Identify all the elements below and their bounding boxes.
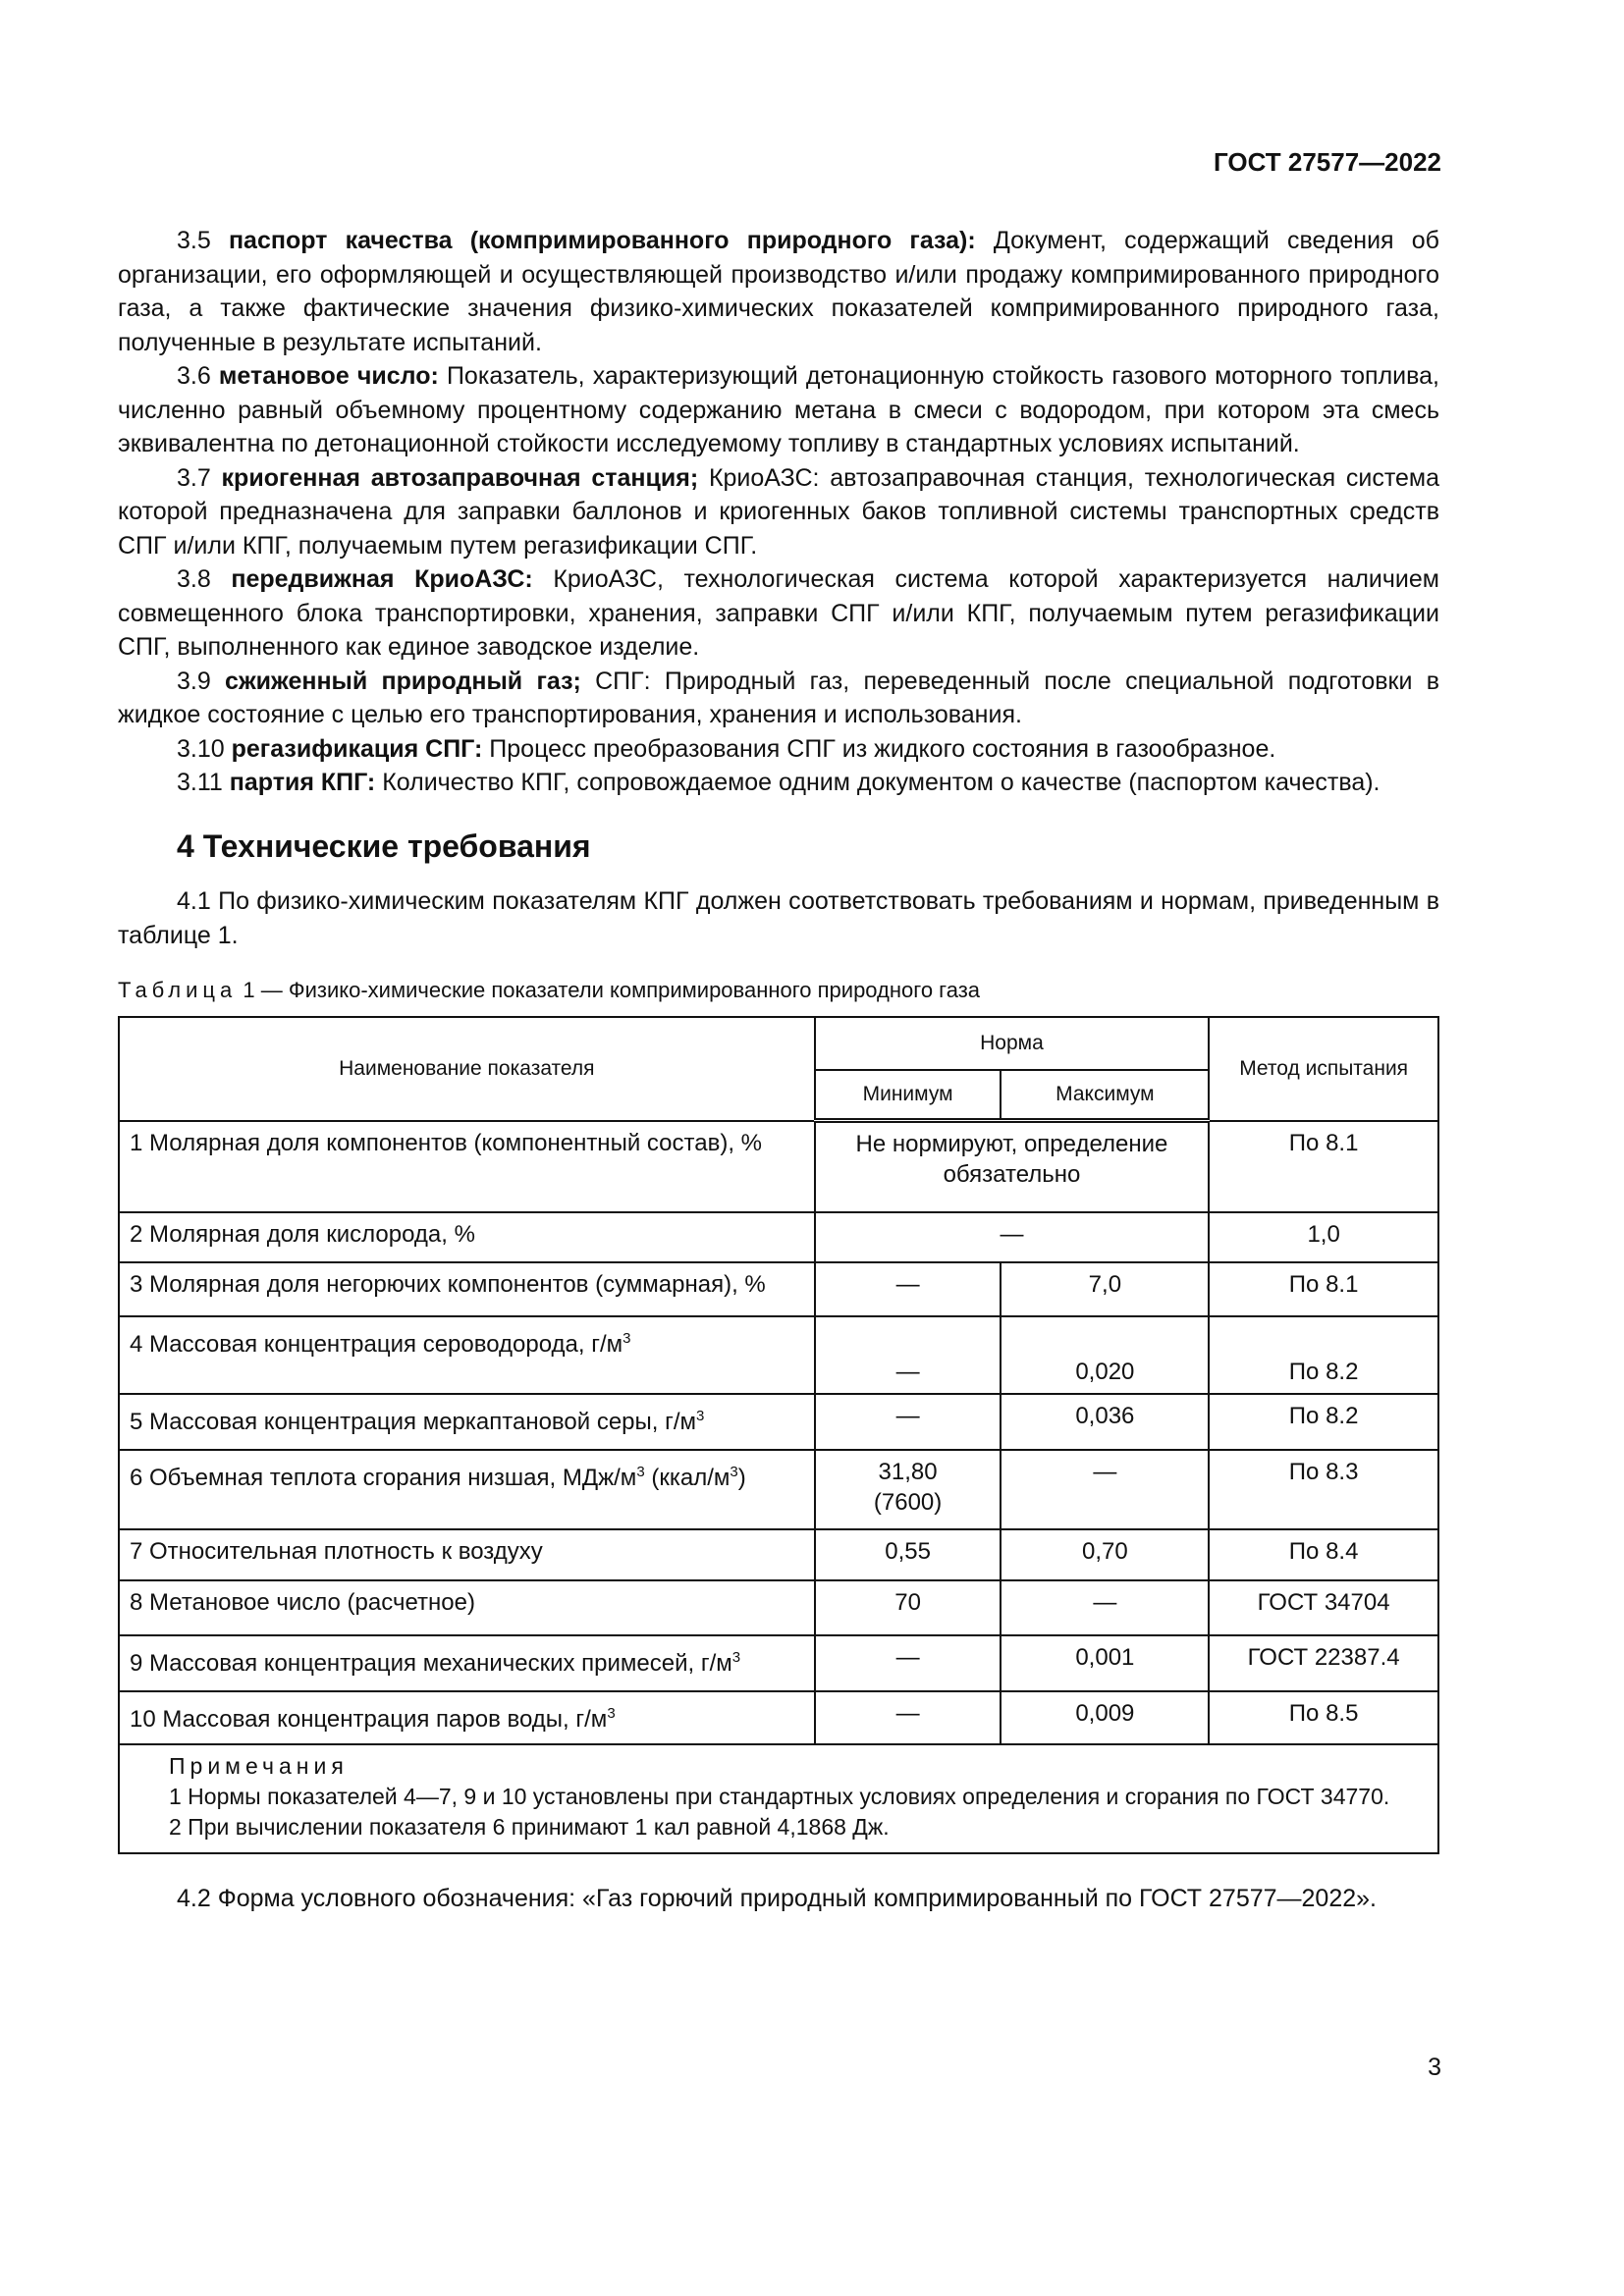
definition-text: СПГ: Природный газ, переведенный после специальной подготовки в жидкое состояние с целью его транспортирования, хранения и использования.: [118, 667, 1439, 728]
section-title: 4 Технические требования: [177, 828, 591, 864]
row-name: [119, 1529, 815, 1580]
superscript: 3: [730, 1463, 738, 1480]
row-max-text: —: [1093, 1458, 1117, 1485]
properties-table: [118, 1016, 1439, 1854]
definition-term: передвижная КриоАЗС:: [231, 565, 533, 593]
header-name: Наименование показателя: [119, 1017, 815, 1121]
row-name: [119, 1316, 815, 1394]
row-name: [119, 1262, 815, 1316]
table-row: [119, 1691, 1438, 1744]
paragraph-4-2: 4.2 Форма условного обозначения: «Газ горючий природный компримированный по ГОСТ 27577—2022».: [177, 1884, 1377, 1912]
row-min: [815, 1316, 1001, 1394]
table-row: [119, 1529, 1438, 1580]
definition-term: регазификация СПГ:: [231, 734, 483, 763]
definition-term: партия КПГ:: [229, 769, 376, 796]
row-method-text: По 8.3: [1288, 1458, 1359, 1485]
row-method-text: ГОСТ 22387.4: [1247, 1643, 1400, 1671]
table-row: [119, 1635, 1438, 1691]
row-norm-text: Не нормируют, определение обязательно: [855, 1131, 1168, 1188]
definition-number: 3.8: [177, 565, 211, 593]
row-method-text: По 8.1: [1288, 1270, 1359, 1298]
row-min-text: —: [895, 1643, 920, 1671]
row-max: [1001, 1691, 1209, 1744]
definition-term: паспорт качества (компримированного природного газа):: [228, 227, 976, 254]
definition-term: метановое число:: [218, 362, 439, 390]
row-name: [119, 1450, 815, 1529]
row-name: [119, 1121, 815, 1212]
name-tail: (ккал/м: [644, 1464, 731, 1491]
table-row: [119, 1580, 1438, 1635]
definition-3.7: [118, 461, 1439, 563]
header-max: Максимум: [1001, 1070, 1209, 1121]
row-method-text: По 8.4: [1288, 1537, 1359, 1565]
definition-3.5: [118, 224, 1439, 359]
definition-number: 3.5: [177, 227, 211, 254]
row-min: [815, 1262, 1001, 1316]
table-notes: [119, 1744, 1438, 1853]
page-number: 3: [1428, 2054, 1441, 2081]
definition-3.10: [118, 732, 1439, 767]
caption-text: 1 — Физико-химические показатели компримированного природного газа: [237, 978, 981, 1002]
row-max: [1001, 1450, 1209, 1529]
row-norm: [815, 1212, 1210, 1262]
row-max-text: 0,036: [1075, 1402, 1135, 1429]
row-method-text: По 8.2: [1288, 1358, 1359, 1385]
page-body: [118, 224, 1439, 1915]
table-row: [119, 1394, 1438, 1450]
table-row: [119, 1262, 1438, 1316]
row-min-text: —: [895, 1699, 920, 1727]
row-min-text: —: [895, 1358, 920, 1385]
row-max-text: 0,001: [1075, 1643, 1135, 1671]
row-min-text: 31,80: [878, 1458, 938, 1485]
definition-text: Количество КПГ, сопровождаемое одним документом о качестве (паспортом качества).: [375, 769, 1380, 796]
row-max-text: 0,009: [1075, 1699, 1135, 1727]
row-method-text: ГОСТ 34704: [1257, 1588, 1390, 1616]
document-id-header: ГОСТ 27577—2022: [1214, 147, 1441, 177]
header-min: Минимум: [815, 1070, 1001, 1121]
definition-number: 3.7: [177, 463, 211, 492]
table-row: [119, 1316, 1438, 1394]
row-method-text: По 8.2: [1288, 1402, 1359, 1429]
row-name-text: 10 Массовая концентрация паров воды, г/м: [130, 1705, 608, 1733]
row-max: [1001, 1394, 1209, 1450]
note-1: 1 Нормы показателей 4—7, 9 и 10 установлены при стандартных условиях определения и сгорания по ГОСТ 34770.: [169, 1783, 1390, 1809]
superscript: 3: [696, 1407, 705, 1424]
definition-number: 3.6: [177, 362, 211, 390]
row-min-text: —: [895, 1270, 920, 1298]
caption-label: Таблица: [118, 978, 238, 1002]
row-min: [815, 1529, 1001, 1580]
definition-text: КриоАЗС, технологическая система которой характеризуется наличием совмещенного блока транспортировки, хранения, заправки СПГ и/или КПГ, получаемым путем регазификации СПГ, выполненного как единое заводское изделие.: [118, 565, 1439, 661]
paragraph-4-1: 4.1 По физико-химическим показателям КПГ должен соответствовать требованиям и нормам, приведенным в таблице 1.: [118, 887, 1439, 949]
row-method: [1209, 1262, 1438, 1316]
row-method-text: По 8.5: [1288, 1699, 1359, 1727]
row-name: [119, 1635, 815, 1691]
row-min-text: 70: [894, 1588, 921, 1616]
definition-number: 3.10: [177, 734, 225, 763]
superscript: 3: [607, 1704, 616, 1722]
row-method: [1209, 1121, 1438, 1212]
row-name: [119, 1691, 815, 1744]
row-max: [1001, 1262, 1209, 1316]
table-row: [119, 1450, 1438, 1529]
row-name-text: 2 Молярная доля кислорода, %: [130, 1220, 475, 1248]
row-method: [1209, 1529, 1438, 1580]
definition-text: Документ, содержащий сведения об организации, его оформляющей и осуществляющей производство и/или продажу компримированного природного газа, а также фактические значения физико-химических показателей компримированного природного газа, полученные в результате испытаний.: [118, 227, 1439, 356]
row-method-text: По 8.1: [1288, 1129, 1359, 1156]
row-name-text: 7 Относительная плотность к воздуху: [130, 1537, 543, 1565]
definitions-list: [118, 224, 1439, 800]
row-name-text: 1 Молярная доля компонентов (компонентный состав), %: [130, 1129, 762, 1156]
row-name-text: 3 Молярная доля негорючих компонентов (суммарная), %: [130, 1270, 766, 1298]
header-norm: Норма: [815, 1017, 1210, 1070]
row-name: [119, 1394, 815, 1450]
row-method: [1209, 1212, 1438, 1262]
definition-text: КриоАЗС: автозаправочная станция, технологическая система которой предназначена для заправки баллонов и криогенных баков топливной системы транспортных средств СПГ и/или КПГ, получаемым путем регазификации СПГ.: [118, 463, 1440, 560]
row-norm-text: —: [1000, 1220, 1024, 1248]
header-method: Метод испытания: [1209, 1017, 1438, 1121]
superscript: 3: [636, 1463, 645, 1480]
row-max: [1001, 1635, 1209, 1691]
row-name-text: 9 Массовая концентрация механических примесей, г/м: [130, 1649, 732, 1677]
row-min-text: —: [895, 1402, 920, 1429]
row-min: [815, 1394, 1001, 1450]
row-norm: [815, 1121, 1210, 1212]
row-name-text: 8 Метановое число (расчетное): [130, 1588, 475, 1616]
name-end: ): [737, 1464, 746, 1491]
definition-3.11: [118, 766, 1439, 800]
definition-3.6: [118, 359, 1439, 461]
row-name: [119, 1580, 815, 1635]
definition-3.9: [118, 665, 1439, 732]
row-min: [815, 1580, 1001, 1635]
superscript: 3: [731, 1648, 741, 1666]
row-max: [1001, 1316, 1209, 1394]
table-row: [119, 1212, 1438, 1262]
row-method: [1209, 1394, 1438, 1450]
row-method: [1209, 1635, 1438, 1691]
row-max-text: 0,020: [1075, 1358, 1135, 1385]
table-row: [119, 1121, 1438, 1212]
row-name: [119, 1212, 815, 1262]
row-min-text: 0,55: [885, 1537, 931, 1565]
row-max: [1001, 1529, 1209, 1580]
definition-term: криогенная автозаправочная станция;: [221, 463, 699, 492]
row-min: [815, 1691, 1001, 1744]
row-method: [1209, 1450, 1438, 1529]
row-name-text: 5 Массовая концентрация меркаптановой серы, г/м: [130, 1408, 697, 1435]
notes-title: Примечания: [169, 1752, 349, 1779]
row-min-secondary: (7600): [873, 1488, 943, 1516]
row-method: [1209, 1580, 1438, 1635]
definition-3.8: [118, 562, 1439, 665]
row-name-text: 4 Массовая концентрация сероводорода, г/м: [130, 1330, 623, 1358]
definition-text: Показатель, характеризующий детонационную стойкость газового моторного топлива, численно равный объемному процентному содержанию метана в смеси с водородом, при котором эта смесь эквивалентна по детонационной стойкости исследуемому топливу в стандартных условиях испытаний.: [118, 362, 1439, 457]
row-min: [815, 1635, 1001, 1691]
row-method: [1209, 1316, 1438, 1394]
row-max-text: —: [1093, 1588, 1117, 1616]
table-caption: [118, 974, 1439, 1008]
definition-number: 3.11: [177, 769, 223, 796]
row-method: [1209, 1691, 1438, 1744]
row-name-text: 6 Объемная теплота сгорания низшая, МДж/м: [130, 1464, 637, 1491]
note-2: 2 При вычислении показателя 6 принимают 1 кал равной 4,1868 Дж.: [169, 1813, 890, 1840]
row-max: [1001, 1580, 1209, 1635]
superscript: 3: [623, 1329, 631, 1347]
row-max-text: 7,0: [1088, 1270, 1122, 1298]
row-method-text: 1,0: [1307, 1220, 1340, 1248]
row-max-text: 0,70: [1082, 1537, 1128, 1565]
row-min: [815, 1450, 1001, 1529]
definition-text: Процесс преобразования СПГ из жидкого состояния в газообразное.: [482, 734, 1276, 763]
definition-term: сжиженный природный газ;: [225, 667, 581, 695]
definition-number: 3.9: [177, 667, 211, 695]
